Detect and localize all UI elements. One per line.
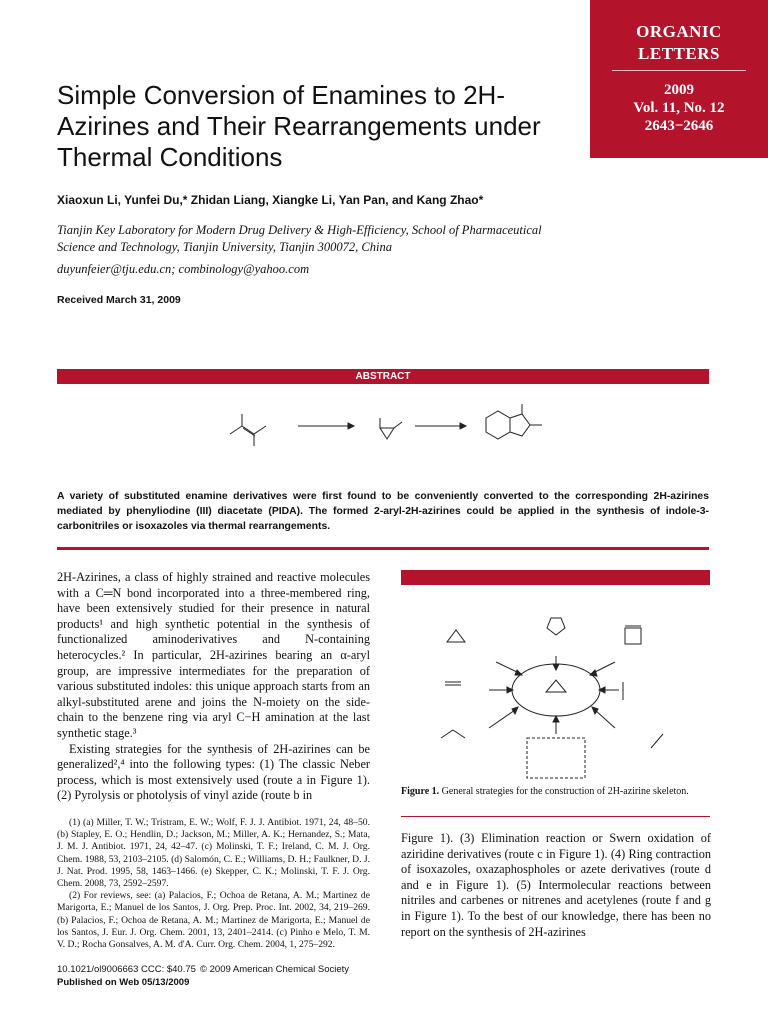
abstract-reaction-scheme: [220, 396, 580, 476]
body-column-left: [57, 570, 370, 804]
doi-line: 10.1021/ol9006663 CCC: $40.75: [57, 964, 196, 975]
strategies-paragraph: Existing strategies for the synthesis of 2H-azirines can be generalized²,⁴ into the following types: (1) The classic Neber process, which is most extensively used (route a in Figure 1). (2) Pyrolysis or photolysis of vinyl azide (route b in: [57, 741, 370, 803]
routes-paragraph: Figure 1). (3) Elimination reaction or Swern oxidation of aziridine derivatives (route c in Figure 1). (4) Ring contraction of isoxazoles, oxazaphospholes or azete derivatives (route d and e in Figure 1). (5) Intermolecular reactions between nitriles and carbenes or nitrenes and acetylenes (route f and g in Figure 1). To the best of our knowledge, there has been no report on the synthesis of 2H-azirines: [401, 831, 711, 939]
contact-emails: duyunfeier@tju.edu.cn; combinology@yahoo.com: [57, 262, 310, 276]
journal-badge: [590, 0, 768, 158]
footnotes: [57, 817, 370, 951]
journal-pages: 2643−2646: [644, 118, 714, 134]
author-list: Xiaoxun Li, Yunfei Du,* Zhidan Liang, Xiangke Li, Yan Pan, and Kang Zhao*: [57, 193, 484, 207]
journal-volume: Vol. 11, No. 12: [633, 100, 725, 116]
badge-divider: [612, 70, 746, 71]
figure-1-caption: [401, 785, 711, 798]
affiliation: Tianjin Key Laboratory for Modern Drug Delivery & High-Efficiency, School of Pharmaceutical Science and Technology, Tianjin University, Tianjin 300072, China: [57, 223, 542, 254]
body-column-right: [401, 831, 711, 940]
abstract-heading: ABSTRACT: [57, 369, 709, 384]
figure-caption-label: Figure 1.: [401, 786, 440, 797]
copyright-line: © 2009 American Chemical Society: [200, 964, 350, 975]
figure-caption-text: General strategies for the construction of 2H-azirine skeleton.: [441, 786, 689, 797]
figure-bottom-rule: [401, 816, 710, 817]
journal-year: 2009: [664, 82, 694, 98]
abstract-divider: [57, 547, 709, 550]
figure-1-scheme: [401, 588, 710, 784]
received-date: Received March 31, 2009: [57, 294, 181, 306]
journal-name-line1: ORGANIC: [636, 22, 722, 41]
abstract-text: A variety of substituted enamine derivatives were first found to be conveniently converted to the corresponding 2H-azirines mediated by phenyliodine (III) diacetate (PIDA). The formed 2-aryl-2H-azirines could be applied in the synthesis of indole-3-carbonitriles or isoxazoles via thermal rearrangements.: [57, 491, 709, 532]
footnote-1: (1) (a) Miller, T. W.; Tristram, E. W.; Wolf, F. J. J. Antibiot. 1971, 24, 48–50. (b) Stapley, E. O.; Hendlin, D.; Jackson, M.; Miller, A. K.; Hernandez, S.; Mata, J. M. J. Antibiot. 1971, 24, 42–47. (c) Molinski, T. F.; Ireland, C. M. J. Org. Chem. 1988, 53, 2103–2105. (d) Salomón, C. E.; Williams, D. H.; Faulkner, D. J. J. Nat. Prod. 1995, 58, 1463–1466. (e) Skepper, C. K.; Molinski, T. F. J. Org. Chem. 2008, 73, 2592–2597.: [57, 817, 370, 890]
figure-header-bar: [401, 570, 710, 585]
paper-title: Simple Conversion of Enamines to 2H-Azirines and Their Rearrangements under Thermal Conditions: [57, 80, 541, 172]
published-date: Published on Web 05/13/2009: [57, 977, 190, 988]
journal-name-line2: LETTERS: [638, 44, 720, 63]
footnote-2: (2) For reviews, see: (a) Palacios, F.; Ochoa de Retana, A. M.; Martinez de Marigorta, E.; Manuel de los Santos, J. Org. Prep. Proc. Int. 2002, 34, 219–269. (b) Palacios, F.; Ochoa de Retana, A. M.; Martinez de Marigorta, E.; Manuel de los Santos, J. Eur. J. Org. Chem. 2001, 13, 2401–2414. (c) Pinho e Melo, T. M. V. D.; Rocha Gonsalves, A. M. d'A. Curr. Org. Chem. 2004, 1, 275–292.: [57, 890, 370, 951]
intro-paragraph: 2H-Azirines, a class of highly strained and reactive molecules with a C═N bond incorporated into a three-membered ring, have been extensively studied for their presence in natural products¹ and high synthetic potential in the synthesis of functionalized aminoderivatives and N-containing heterocycles.² In particular, 2H-azirines bearing an α-aryl group, are impressive intermediates for the preparation of various substituted indoles: this unique approach starts from an alkyl-substituted arene and joins the N-moiety on the side-chain to the benzene ring via aryl C−H amination at the last synthetic stage.³: [57, 570, 370, 740]
